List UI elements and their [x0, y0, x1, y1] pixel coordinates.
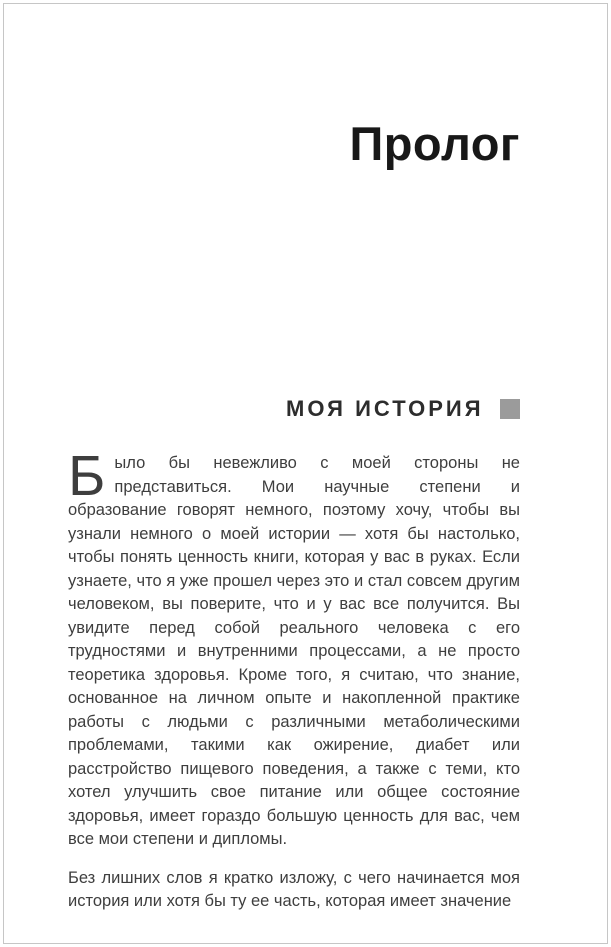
- chapter-title: Пролог: [349, 117, 520, 170]
- section-heading: [68, 396, 520, 422]
- paragraph-1: [68, 444, 520, 852]
- section-heading-text: МОЯ ИСТОРИЯ: [286, 396, 484, 421]
- paragraph-1-text: ыло бы невежливо с моей стороны не представиться. Мои научные степени и образование говорят немного, поэтому хочу, чтобы вы узнали немного о моей истории — хотя бы настолько, чтобы понять ценность книги, которая у вас в руках. Если узнаете, что я уже прошел через это и стал совсем другим человеком, вы поверите, что и у вас все получится. Вы увидите перед собой реального человека с его трудностями и внутренними процессами, а не просто теоретика здоровья. Кроме того, я считаю, что знание, основанное на личном опыте и накопленной практике работы с людьми с различными метаболическими проблемами, такими как ожирение, диабет или расстройство пищевого поведения, а также с теми, кто хотел улучшить свое питание или общее состояние здоровья, имеет гораздо большую ценность для вас, чем все мои степени и дипломы.: [68, 454, 520, 848]
- dropcap-letter: Б: [68, 444, 106, 508]
- body-text: [68, 444, 520, 914]
- heading-square-decoration-icon: [500, 399, 520, 419]
- paragraph-2: Без лишних слов я кратко изложу, с чего начинается моя история или хотя бы ту ее часть, которая имеет значение: [68, 868, 520, 910]
